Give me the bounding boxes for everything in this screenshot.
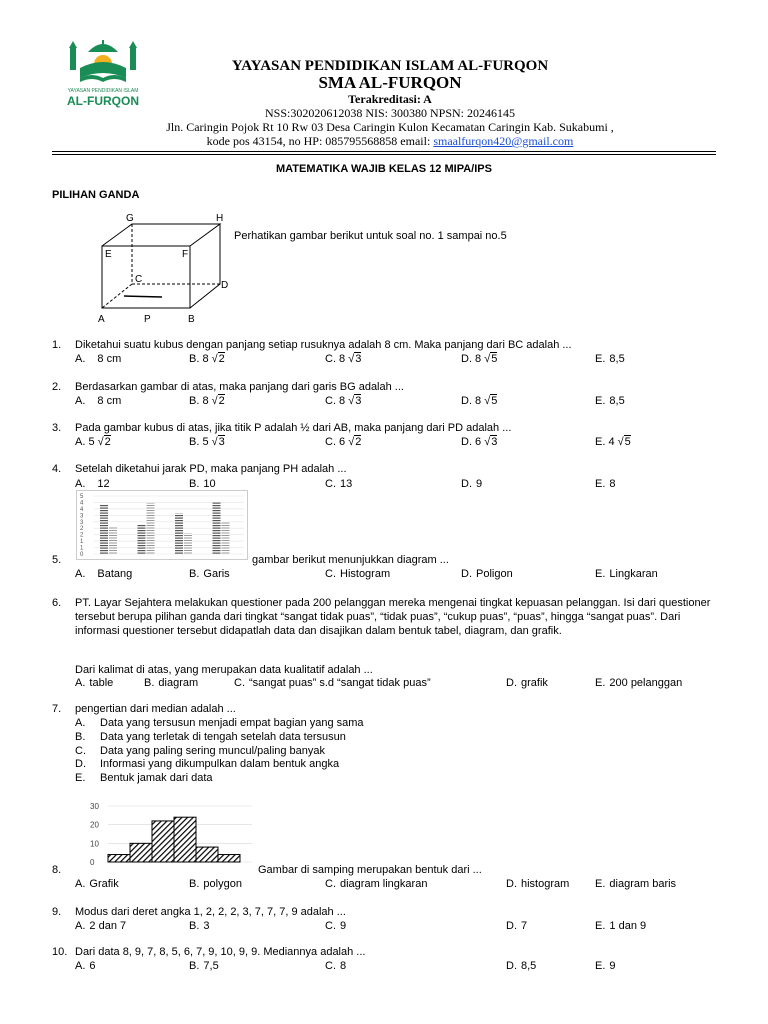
- option-label: E.: [595, 395, 606, 407]
- answer-option[interactable]: [189, 878, 242, 891]
- vertex-label-c: C: [135, 274, 143, 285]
- answer-option[interactable]: [189, 920, 210, 933]
- option-value: 1 dan 9: [609, 920, 647, 932]
- histogram-bar: [152, 821, 174, 862]
- answer-option[interactable]: [595, 677, 682, 690]
- email-link[interactable]: smaalfurqon420@gmail.com: [433, 134, 574, 148]
- answer-option[interactable]: [189, 960, 219, 973]
- cube-right-edges: [190, 224, 220, 308]
- school-contact: [160, 134, 620, 148]
- answer-option[interactable]: [506, 960, 536, 973]
- answer-option[interactable]: [595, 478, 616, 491]
- question-number: 3.: [52, 422, 62, 434]
- option-value: diagram lingkaran: [340, 878, 428, 890]
- sqrt-icon: √: [617, 436, 624, 448]
- question-text: Gambar di samping merupakan bentuk dari ...: [258, 864, 482, 876]
- bar-y-tick-label: 1: [80, 545, 84, 552]
- option-value: 2 dan 7: [89, 920, 127, 932]
- option-label: B.: [189, 478, 200, 490]
- option-text[interactable]: Data yang tersusun menjadi empat bagian yang sama: [100, 717, 364, 729]
- option-value: 9: [476, 478, 483, 490]
- answer-option[interactable]: [461, 436, 497, 449]
- answer-option[interactable]: [595, 878, 676, 891]
- histogram-chart: [76, 798, 256, 870]
- option-label: B. 8: [189, 395, 209, 407]
- option-label: A. 5: [75, 436, 95, 448]
- option-value: 8,5: [609, 395, 625, 407]
- answer-option[interactable]: [75, 878, 119, 891]
- option-label: C.: [325, 478, 336, 490]
- option-label: C.: [325, 920, 336, 932]
- option-label: A.: [75, 677, 86, 689]
- sqrt-icon: √: [211, 395, 218, 407]
- option-value: 8 cm: [97, 395, 122, 407]
- option-label: D. 6: [461, 436, 482, 448]
- exam-subject: MATEMATIKA WAJIB KELAS 12 MIPA/IPS: [276, 163, 492, 175]
- answer-option[interactable]: [144, 677, 198, 690]
- question-text: Modus dari deret angka 1, 2, 2, 2, 3, 7, 7, 7, 9 adalah ...: [75, 906, 346, 918]
- option-value: polygon: [203, 878, 242, 890]
- bar-mark: [138, 525, 146, 554]
- bar-mark: [222, 522, 230, 554]
- sqrt-icon: √: [348, 353, 355, 365]
- accreditation: Terakreditasi: A: [348, 92, 432, 106]
- histogram-y-tick-label: 10: [90, 839, 99, 849]
- answer-option[interactable]: [461, 478, 482, 491]
- histogram-bars: [108, 817, 240, 862]
- bar-mark: [109, 526, 117, 554]
- question-text: PT. Layar Sejahtera melakukan questioner pada 200 pelanggan mereka mengenai tingkat kepuasan pelanggan. Isi dari questioner tersebut berupa pilihan ganda dari tingkat “sangat tidak puas”, “tidak puas”, “cukup puas”, “puas”, hingga “sangat puas”. Dari informasi questioner tersebut didapatlah data dan disajikan dalam bentuk tabel, diagram, dan grafik.: [75, 597, 711, 637]
- answer-option[interactable]: [75, 353, 121, 366]
- option-value: table: [89, 677, 114, 689]
- option-value: 3: [203, 920, 210, 932]
- answer-option[interactable]: [461, 395, 497, 408]
- sqrt-icon: √: [211, 436, 218, 448]
- option-value: Poligon: [476, 568, 513, 580]
- option-label: E.: [595, 568, 606, 580]
- sqrt-icon: √: [484, 395, 491, 407]
- option-value: 8: [609, 478, 616, 490]
- sqrt-icon: √: [484, 353, 491, 365]
- school-ids: NSS:302020612038 NIS: 300380 NPSN: 20246145: [264, 106, 516, 120]
- option-label: C.: [234, 677, 245, 689]
- answer-option[interactable]: [234, 677, 431, 690]
- bar-y-tick-label: 0: [80, 552, 84, 558]
- question-text: Diketahui suatu kubus dengan panjang setiap rusuknya adalah 8 cm. Maka panjang dari BC adalah ...: [75, 339, 572, 351]
- option-label: B.: [75, 730, 86, 743]
- bar-mark: [184, 533, 192, 554]
- vertex-label-e: E: [105, 249, 112, 260]
- foundation-name: YAYASAN PENDIDIKAN ISLAM AL-FURQON: [231, 58, 549, 74]
- letterhead: [160, 58, 620, 148]
- option-label: A.: [75, 568, 86, 580]
- answer-option[interactable]: [75, 960, 96, 973]
- question-text: pengertian dari median adalah ...: [75, 703, 236, 715]
- bar-y-tick-label: 1: [80, 539, 84, 546]
- option-text[interactable]: Informasi yang dikumpulkan dalam bentuk angka: [100, 758, 340, 771]
- answer-option[interactable]: [595, 920, 646, 933]
- option-label: D.: [506, 960, 517, 972]
- question-number: 9.: [52, 906, 62, 918]
- option-label: C.: [325, 568, 336, 580]
- question-number: 7.: [52, 703, 62, 715]
- option-label: D.: [506, 920, 517, 932]
- histogram-y-ticks: [90, 802, 99, 867]
- option-value: 2: [218, 353, 225, 365]
- option-value: 10: [203, 478, 216, 490]
- option-label: E.: [595, 353, 606, 365]
- option-label: E.: [75, 772, 86, 785]
- answer-option[interactable]: [595, 395, 625, 408]
- option-value: 200 pelanggan: [609, 677, 683, 689]
- option-label: C.: [325, 960, 336, 972]
- sqrt-icon: √: [348, 436, 355, 448]
- option-value: 8: [340, 960, 347, 972]
- option-label: A.: [75, 353, 86, 365]
- option-label: B.: [189, 920, 200, 932]
- option-label: D.: [75, 758, 86, 771]
- answer-option[interactable]: [325, 395, 361, 408]
- histogram-bar: [108, 855, 130, 862]
- bar-chart: [76, 490, 248, 560]
- header-divider: [52, 151, 716, 152]
- option-value: diagram baris: [609, 878, 677, 890]
- answer-option[interactable]: [325, 478, 352, 491]
- histogram-bar: [174, 817, 196, 862]
- option-value: 9: [340, 920, 347, 932]
- option-label: B.: [189, 960, 200, 972]
- histogram-bar: [218, 855, 240, 862]
- option-label: A.: [75, 717, 86, 729]
- cube-top-edges: [102, 224, 220, 246]
- question-text: Dari data 8, 9, 7, 8, 5, 6, 7, 9, 10, 9, 9. Mediannya adalah ...: [75, 946, 366, 958]
- option-label: D.: [506, 677, 517, 689]
- option-label: B.: [189, 878, 200, 890]
- option-text[interactable]: Bentuk jamak dari data: [100, 772, 213, 785]
- option-label: C. 6: [325, 436, 346, 448]
- sqrt-icon: √: [348, 395, 355, 407]
- option-label: B. 8: [189, 353, 209, 365]
- option-text[interactable]: Data yang paling sering muncul/paling banyak: [100, 744, 326, 757]
- bar-y-tick-label: 2: [80, 532, 84, 539]
- question-number: 4.: [52, 463, 62, 475]
- option-value: 5: [624, 436, 631, 448]
- question-text: Setelah diketahui jarak PD, maka panjang PH adalah ...: [75, 463, 347, 475]
- option-label: E. 4: [595, 436, 615, 448]
- bar-mark: [147, 503, 155, 554]
- answer-option[interactable]: [461, 568, 513, 581]
- option-label: E.: [595, 677, 606, 689]
- answer-option[interactable]: [325, 920, 346, 933]
- option-value: 8 cm: [97, 353, 122, 365]
- option-value: 3: [355, 353, 362, 365]
- mosque-book-icon: [69, 40, 137, 82]
- option-value: grafik: [521, 677, 548, 689]
- sqrt-icon: √: [97, 436, 104, 448]
- question-number: 2.: [52, 381, 62, 393]
- segment-line: [124, 296, 162, 297]
- option-label: E.: [595, 878, 606, 890]
- option-label: E.: [595, 960, 606, 972]
- answer-option[interactable]: [595, 568, 658, 581]
- option-value: 6: [89, 960, 96, 972]
- answer-option[interactable]: [189, 395, 225, 408]
- sqrt-icon: √: [211, 353, 218, 365]
- cube-front-face: [102, 246, 190, 308]
- cube-instruction: Perhatikan gambar berikut untuk soal no. 1 sampai no.5: [234, 230, 507, 242]
- answer-option[interactable]: [506, 878, 569, 891]
- answer-option[interactable]: [506, 920, 527, 933]
- option-value: 12: [97, 478, 110, 490]
- option-label: B.: [189, 568, 200, 580]
- option-value: 7: [521, 920, 528, 932]
- logo-caption: YAYASAN PENDIDIKAN ISLAM: [67, 88, 139, 94]
- answer-option[interactable]: [461, 353, 497, 366]
- option-value: Lingkaran: [609, 568, 658, 580]
- option-label: B.: [144, 677, 155, 689]
- answer-option[interactable]: [325, 960, 346, 973]
- histogram-y-tick-label: 20: [90, 820, 99, 830]
- option-value: 13: [340, 478, 353, 490]
- question-text: Pada gambar kubus di atas, jika titik P adalah ½ dari AB, maka panjang dari PD adalah ...: [75, 422, 512, 434]
- option-label: C.: [325, 878, 336, 890]
- option-value: Grafik: [89, 878, 119, 890]
- option-value: 3: [355, 395, 362, 407]
- question-number: 1.: [52, 339, 62, 351]
- option-value: diagram: [158, 677, 199, 689]
- option-label: E.: [595, 478, 606, 490]
- option-label: B. 5: [189, 436, 209, 448]
- option-label: A.: [75, 395, 86, 407]
- bar-y-tick-label: 5: [80, 494, 84, 500]
- option-value: 8,5: [521, 960, 537, 972]
- vertex-label-a: A: [98, 314, 105, 325]
- option-value: 5: [491, 353, 498, 365]
- answer-option[interactable]: [506, 677, 548, 690]
- option-value: 5: [491, 395, 498, 407]
- answer-option[interactable]: [189, 353, 225, 366]
- option-value: 2: [355, 436, 362, 448]
- school-name: SMA AL-FURQON: [318, 73, 462, 92]
- option-label: E.: [595, 920, 606, 932]
- question-number: 6.: [52, 597, 62, 609]
- answer-option[interactable]: [75, 436, 111, 449]
- school-logo: [58, 38, 148, 112]
- question-text: gambar berikut menunjukkan diagram ...: [252, 554, 449, 566]
- vertex-label-d: D: [221, 280, 229, 291]
- answer-option[interactable]: [325, 436, 361, 449]
- bar-y-tick-label: 4: [80, 500, 84, 507]
- bar-y-tick-label: 3: [80, 513, 84, 520]
- option-label: C. 8: [325, 395, 346, 407]
- vertex-label-h: H: [216, 213, 224, 224]
- option-label: D. 8: [461, 395, 482, 407]
- answer-option[interactable]: [325, 353, 361, 366]
- histogram-bar: [130, 843, 152, 862]
- question-number: 10.: [52, 946, 68, 958]
- answer-option[interactable]: [595, 960, 616, 973]
- histogram-bar: [196, 847, 218, 862]
- option-value: 8,5: [609, 353, 625, 365]
- option-value: 7,5: [203, 960, 219, 972]
- option-label: D. 8: [461, 353, 482, 365]
- sqrt-icon: √: [484, 436, 491, 448]
- bar-y-tick-label: 2: [80, 526, 84, 533]
- bar-mark: [175, 513, 183, 554]
- point-label-p: P: [144, 314, 151, 325]
- question-number: 5.: [52, 554, 62, 566]
- option-label: A.: [75, 920, 86, 932]
- option-label: A.: [75, 878, 86, 890]
- option-value: 2: [218, 395, 225, 407]
- answer-option[interactable]: [75, 395, 121, 408]
- option-value: Histogram: [340, 568, 391, 580]
- answer-option[interactable]: [189, 568, 230, 581]
- option-value: Batang: [97, 568, 133, 580]
- option-value: histogram: [521, 878, 570, 890]
- bar-y-tick-label: 4: [80, 506, 84, 513]
- section-title: PILIHAN GANDA: [52, 189, 140, 201]
- option-label: D.: [461, 568, 472, 580]
- option-value: 2: [104, 436, 111, 448]
- option-label: C. 8: [325, 353, 346, 365]
- question-number: 8.: [52, 864, 62, 876]
- bar-mark: [100, 504, 108, 554]
- option-label: D.: [461, 478, 472, 490]
- option-value: 3: [218, 436, 225, 448]
- option-value: “sangat puas” s.d “sangat tidak puas”: [249, 677, 431, 689]
- histogram-y-tick-label: 30: [90, 802, 99, 811]
- school-address: Jln. Caringin Pojok Rt 10 Rw 03 Desa Caringin Kulon Kecamatan Caringin Kab. Sukabumi ,: [166, 120, 614, 134]
- option-text[interactable]: Data yang terletak di tengah setelah data tersusun: [100, 730, 346, 743]
- answer-option[interactable]: [189, 436, 225, 449]
- option-label: D.: [506, 878, 517, 890]
- answer-option[interactable]: [325, 878, 427, 891]
- histogram-y-tick-label: 0: [90, 858, 95, 867]
- option-label: C.: [75, 744, 86, 757]
- vertex-label-b: B: [188, 314, 195, 325]
- option-value: 3: [491, 436, 498, 448]
- logo-name: AL-FURQON: [67, 94, 139, 108]
- header-divider-thick: [52, 154, 716, 155]
- cube-figure: [92, 210, 242, 325]
- answer-option[interactable]: [75, 920, 126, 933]
- option-label: A.: [75, 960, 86, 972]
- option-value: Garis: [203, 568, 230, 580]
- answer-option[interactable]: [75, 677, 113, 690]
- option-label: A.: [75, 478, 86, 490]
- bar-mark: [213, 502, 221, 554]
- vertex-label-g: G: [126, 213, 134, 224]
- contact-text: kode pos 43154, no HP: 085795568858 email:: [206, 134, 434, 148]
- question-subtext: Dari kalimat di atas, yang merupakan data kualitatif adalah ...: [75, 664, 373, 676]
- answer-option[interactable]: [325, 568, 390, 581]
- answer-option[interactable]: [595, 436, 631, 449]
- question-text: Berdasarkan gambar di atas, maka panjang dari garis BG adalah ...: [75, 381, 404, 393]
- bar-y-tick-label: 3: [80, 519, 84, 526]
- answer-option[interactable]: [75, 568, 132, 581]
- vertex-label-f: F: [182, 249, 189, 260]
- answer-option[interactable]: [595, 353, 625, 366]
- option-value: 9: [609, 960, 616, 972]
